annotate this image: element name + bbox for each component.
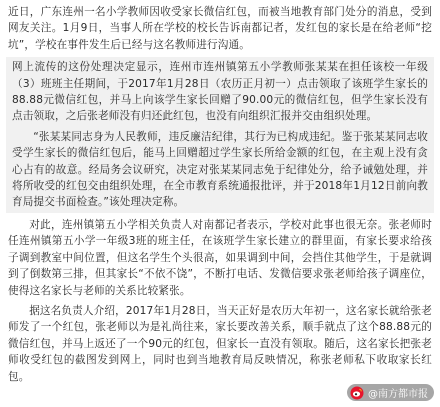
paragraph-school-response: 对此，连州镇第五小学相关负责人对南都记者表示，学校对此事也很无奈。张老师时任连州镇第五小学一年级3班的班主任，在该班学生家长建立的群里面，有家长要求给孩子调到教室中间位置，但这名学生个头很高，如果调到中间，会挡住其他学生，于是就调到了倒数第三排，但其家长“不依不饶”，不断打电话、发微信要求张老师给孩子调座位，使得这名家长与老师的关系比较紧张。 [8,218,432,297]
paragraph-decision: 网上流传的这份处理决定显示，连州市连州镇第五小学教师张某某在担任该校一年级（3）班班主任期间，于2017年1月28日（农历正月初一）点击领取了该班学生家长的88.88元微信红包，并马上向该学生家长回赠了90.00元的微信红包，但学生家长没有点击领取，之后张老师没有归还此红包，也没有向组织汇报并交由组织处理。 [12,61,428,123]
weibo-icon [350,386,364,400]
paragraph-intro: 近日，广东连州一名小学教师因收受家长微信红包，而被当地教育部门处分的消息，受到网友关注。1月9日，当事人所在学校的校长告诉南都记者，发红包的家长是在给老师“挖坑”，学校在事件发生后已经与这名教师进行沟通。 [8,6,432,51]
source-watermark [347,384,434,401]
paragraph-incident-details: 据这名负责人介绍，2017年1月28日，当天正好是农历大年初一，这名家长就给张老师发了一个红包，张老师以为是礼尚往来，家长要改善关系，顺手就点了这个88.88元的微信红包，并马上返还了一个90元的红包，但家长一直没有领取。随后，这名家长把张老师收受红包的截图发到网上，同时也到当地教育局反映情况，称张老师私下收取家长红包。 [8,304,432,383]
quoted-decision-block [6,57,434,213]
paragraph-decision-quote: “张某某同志身为人民教师，违反廉洁纪律，其行为已构成违纪。鉴于张某某同志收受学生家长的微信红包后，能马上回赠超过学生家长所给金额的红包，在主观上没有贪心占有的故意。经局务会议研究，决定对张某某同志免于纪律处分，给予诫勉处理，并将所收受的红包交由组织处理，在全市教育系统通报批评，并于2018年1月12日前向教育局提交书面检查。”该处理决定称。 [12,130,428,209]
watermark-text: @南方都市报 [368,389,428,400]
